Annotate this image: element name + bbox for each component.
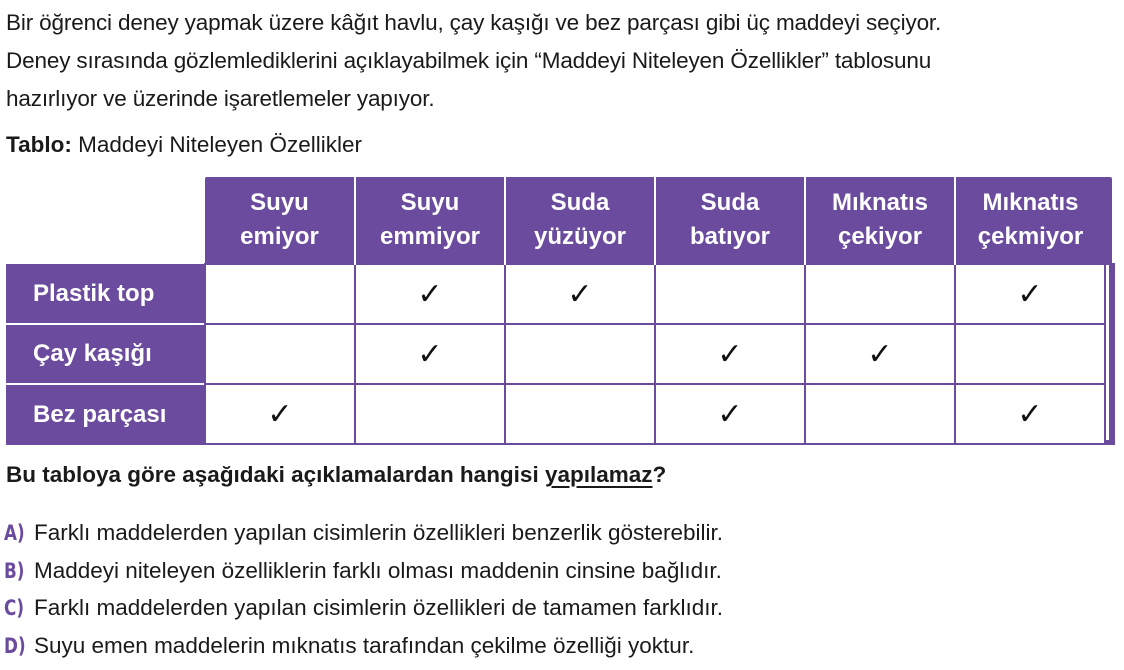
option-c[interactable] xyxy=(4,595,1114,633)
properties-grid xyxy=(6,177,1106,445)
check-cell xyxy=(955,324,1105,384)
check-cell: ✓ xyxy=(955,264,1105,324)
table-caption xyxy=(6,127,362,163)
check-cell: ✓ xyxy=(355,324,505,384)
column-header: Suyu emiyor xyxy=(205,177,355,264)
option-letter: B) xyxy=(4,559,28,583)
option-a[interactable] xyxy=(4,520,1114,558)
option-d[interactable] xyxy=(4,633,1114,670)
check-cell xyxy=(505,384,655,444)
question-stem xyxy=(6,462,666,488)
column-header: Suda yüzüyor xyxy=(505,177,655,264)
question-emphasis: yapılamaz xyxy=(545,462,653,487)
header-row xyxy=(6,177,1105,264)
option-text: Farklı maddelerden yapılan cisimlerin özellikleri benzerlik gösterebilir. xyxy=(34,520,723,546)
check-cell xyxy=(205,324,355,384)
table-corner xyxy=(6,177,205,264)
option-text: Maddeyi niteleyen özelliklerin farklı olması maddenin cinsine bağlıdır. xyxy=(34,558,722,584)
column-header: Mıknatıs çekmiyor xyxy=(955,177,1105,264)
row-header: Çay kaşığı xyxy=(6,324,205,384)
check-cell xyxy=(805,264,955,324)
check-cell xyxy=(655,264,805,324)
check-cell: ✓ xyxy=(355,264,505,324)
table-row xyxy=(6,384,1105,444)
option-letter: C) xyxy=(4,596,28,620)
check-cell: ✓ xyxy=(205,384,355,444)
properties-table xyxy=(6,177,1112,445)
caption-label: Tablo: xyxy=(6,132,72,157)
table-row xyxy=(6,324,1105,384)
question-suffix: ? xyxy=(653,462,667,487)
intro-line: hazırlıyor ve üzerinde işaretlemeler yapıyor. xyxy=(6,80,1122,118)
check-cell: ✓ xyxy=(505,264,655,324)
check-cell xyxy=(505,324,655,384)
check-cell xyxy=(805,384,955,444)
check-cell xyxy=(355,384,505,444)
column-header: Mıknatıs çekiyor xyxy=(805,177,955,264)
check-cell: ✓ xyxy=(655,384,805,444)
check-cell: ✓ xyxy=(655,324,805,384)
option-text: Suyu emen maddelerin mıknatıs tarafından çekilme özelliği yoktur. xyxy=(34,633,694,659)
option-letter: A) xyxy=(4,521,28,545)
table-row xyxy=(6,264,1105,324)
column-header: Suda batıyor xyxy=(655,177,805,264)
option-letter: D) xyxy=(4,634,28,658)
row-header: Plastik top xyxy=(6,264,205,324)
row-header: Bez parçası xyxy=(6,384,205,444)
intro-paragraph xyxy=(6,4,1122,118)
check-cell: ✓ xyxy=(805,324,955,384)
question-prefix: Bu tabloya göre aşağıdaki açıklamalardan hangisi xyxy=(6,462,545,487)
option-b[interactable] xyxy=(4,558,1114,596)
intro-line: Bir öğrenci deney yapmak üzere kâğıt havlu, çay kaşığı ve bez parçası gibi üç maddeyi seçiyor. xyxy=(6,4,1122,42)
check-cell xyxy=(205,264,355,324)
option-text: Farklı maddelerden yapılan cisimlerin özellikleri de tamamen farklıdır. xyxy=(34,595,723,621)
column-header: Suyu emmiyor xyxy=(355,177,505,264)
caption-title: Maddeyi Niteleyen Özellikler xyxy=(78,132,362,157)
intro-line: Deney sırasında gözlemlediklerini açıklayabilmek için “Maddeyi Niteleyen Özellikler” tablosunu xyxy=(6,42,1122,80)
answer-options xyxy=(4,520,1114,670)
table-right-edge xyxy=(1109,263,1115,445)
check-cell: ✓ xyxy=(955,384,1105,444)
